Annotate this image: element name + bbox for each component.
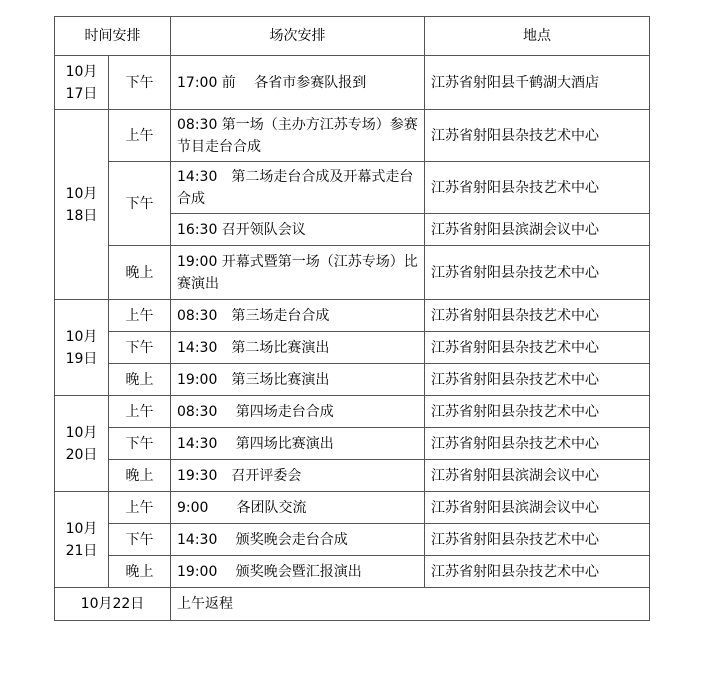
location-cell: 江苏省射阳县杂技艺术中心: [425, 110, 650, 162]
table-row: [55, 460, 650, 492]
activity-cell: 9:00 各团队交流: [171, 492, 425, 524]
activity-cell: 19:00 第三场比赛演出: [171, 364, 425, 396]
activity-cell: 上午返程: [171, 588, 650, 621]
period-cell: 上午: [109, 110, 171, 162]
location-cell: 江苏省射阳县杂技艺术中心: [425, 556, 650, 588]
period-cell: 下午: [109, 428, 171, 460]
period-cell: 晚上: [109, 246, 171, 300]
period-cell: 晚上: [109, 364, 171, 396]
header-row: [55, 17, 650, 56]
location-cell: 江苏省射阳县杂技艺术中心: [425, 524, 650, 556]
location-cell: 江苏省射阳县杂技艺术中心: [425, 246, 650, 300]
activity-cell: 19:30 召开评委会: [171, 460, 425, 492]
location-cell: 江苏省射阳县千鹤湖大酒店: [425, 56, 650, 110]
date-cell: 10月22日: [55, 588, 171, 621]
location-cell: 江苏省射阳县滨湖会议中心: [425, 492, 650, 524]
activity-cell: 08:30 第一场（主办方江苏专场）参赛节目走台合成: [171, 110, 425, 162]
location-cell: 江苏省射阳县杂技艺术中心: [425, 428, 650, 460]
header-time: 时间安排: [55, 17, 171, 56]
period-cell: 下午: [109, 162, 171, 246]
date-cell: 10月18日: [55, 110, 109, 300]
date-cell: 10月17日: [55, 56, 109, 110]
period-cell: 下午: [109, 524, 171, 556]
activity-cell: 14:30 第四场比赛演出: [171, 428, 425, 460]
date-cell: 10月19日: [55, 300, 109, 396]
location-cell: 江苏省射阳县杂技艺术中心: [425, 396, 650, 428]
table-row: [55, 300, 650, 332]
location-cell: 江苏省射阳县杂技艺术中心: [425, 162, 650, 214]
date-cell: 10月20日: [55, 396, 109, 492]
table-row: [55, 246, 650, 300]
location-cell: 江苏省射阳县杂技艺术中心: [425, 332, 650, 364]
table-row: [55, 162, 650, 214]
table-row: [55, 492, 650, 524]
activity-cell: 14:30 第二场比赛演出: [171, 332, 425, 364]
activity-cell: 19:00 颁奖晚会暨汇报演出: [171, 556, 425, 588]
table-row: [55, 588, 650, 621]
schedule-table: [54, 16, 650, 621]
period-cell: 上午: [109, 300, 171, 332]
period-cell: 上午: [109, 396, 171, 428]
location-cell: 江苏省射阳县滨湖会议中心: [425, 214, 650, 246]
table-row: [55, 110, 650, 162]
period-cell: 晚上: [109, 556, 171, 588]
table-row: [55, 428, 650, 460]
activity-cell: 17:00 前 各省市参赛队报到: [171, 56, 425, 110]
activity-cell: 16:30 召开领队会议: [171, 214, 425, 246]
location-cell: 江苏省射阳县滨湖会议中心: [425, 460, 650, 492]
table-row: [55, 56, 650, 110]
period-cell: 晚上: [109, 460, 171, 492]
period-cell: 下午: [109, 56, 171, 110]
table-row: [55, 396, 650, 428]
table-row: [55, 524, 650, 556]
activity-cell: 19:00 开幕式暨第一场（江苏专场）比赛演出: [171, 246, 425, 300]
table-row: [55, 332, 650, 364]
activity-cell: 14:30 颁奖晚会走台合成: [171, 524, 425, 556]
header-location: 地点: [425, 17, 650, 56]
header-session: 场次安排: [171, 17, 425, 56]
period-cell: 下午: [109, 332, 171, 364]
period-cell: 上午: [109, 492, 171, 524]
activity-cell: 08:30 第四场走台合成: [171, 396, 425, 428]
date-cell: 10月21日: [55, 492, 109, 588]
activity-cell: 14:30 第二场走台合成及开幕式走台合成: [171, 162, 425, 214]
location-cell: 江苏省射阳县杂技艺术中心: [425, 364, 650, 396]
table-row: [55, 556, 650, 588]
activity-cell: 08:30 第三场走台合成: [171, 300, 425, 332]
table-row: [55, 364, 650, 396]
location-cell: 江苏省射阳县杂技艺术中心: [425, 300, 650, 332]
